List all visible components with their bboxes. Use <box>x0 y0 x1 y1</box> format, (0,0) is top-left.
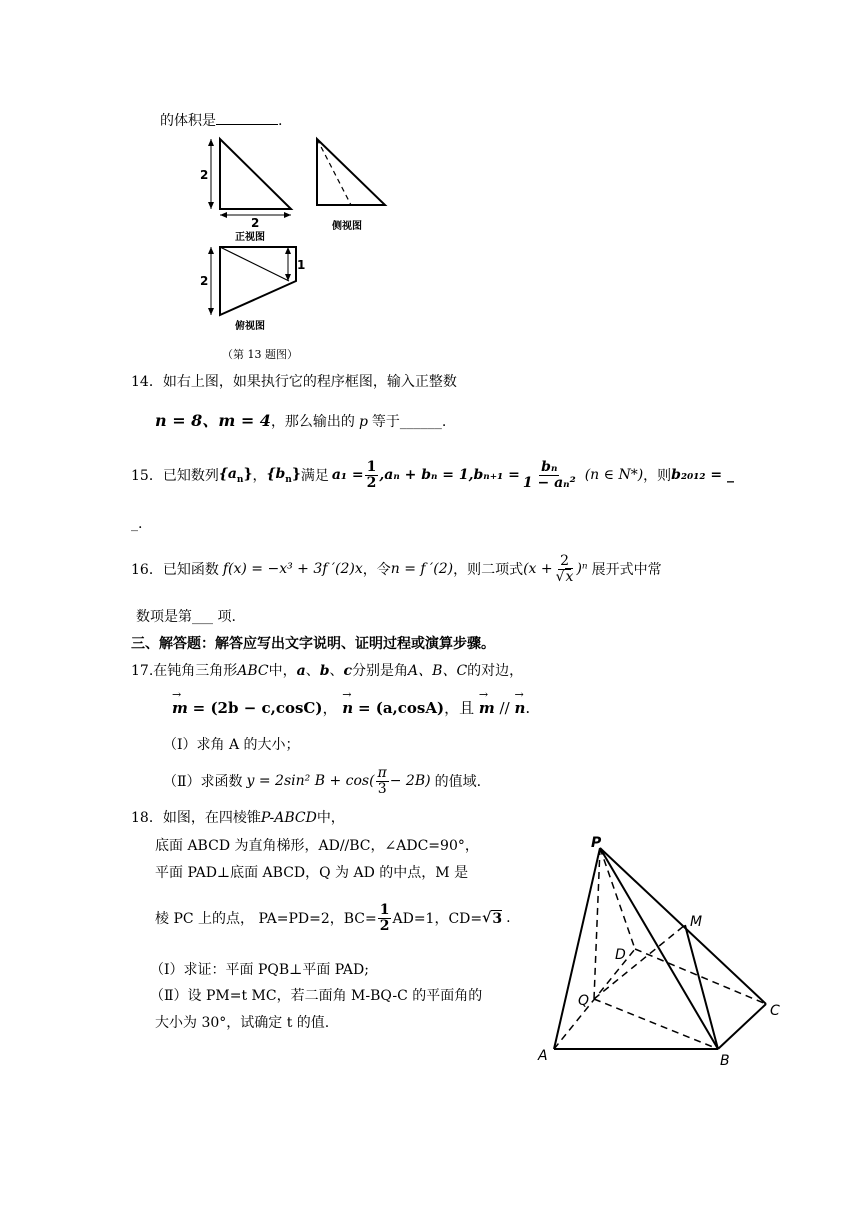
q15-recursion-fraction: $\frac{\text{bₙ}}{\text{1 − aₙ²}}$ <box>522 458 576 491</box>
edge-PC <box>600 848 766 1004</box>
answer-blank <box>216 124 278 125</box>
q15-half: $\frac{1}{2}$ <box>366 458 377 491</box>
vertex-M: M <box>690 914 703 930</box>
q16-line2: 数项是第___ 项. <box>136 609 236 625</box>
q18-line4: 棱 PC 上的点， PA=PD=2，BC= $\frac{1}{2}$ AD=1，CD= √ 3 . <box>155 901 511 934</box>
pyramid-figure <box>530 830 790 1075</box>
q16-line1: 16．已知函数 f(x) = −x³ + 3f ′(2)x ，令 n = f ′(2) ，则二项式 (x + $\frac{2}{√x}$ )ⁿ 展开式中常 <box>131 552 662 585</box>
q18-part1: （Ⅰ）求证：平面 PQB⊥平面 PAD; <box>150 962 369 978</box>
q15-line2: _. <box>131 516 143 532</box>
hidden-DC <box>635 949 766 1004</box>
hidden-QM <box>594 925 685 999</box>
q16-binom-fraction: $\frac{2}{√x}$ <box>555 552 574 585</box>
edge-PA <box>554 848 600 1049</box>
q17-line1: 17.在钝角三角形ABC中，a、b、c分别是角A、B、C的对边， <box>131 663 524 679</box>
q14-line2: n = 8、m = 4，那么输出的 p 等于______. <box>155 411 447 430</box>
q18-line3: 平面 PAD⊥底面 ABCD，Q 为 AD 的中点，M 是 <box>155 865 469 881</box>
q15-line1: 15． 已知数列 $\{a_n\}$ ， $\{b_n\}$ 满足 a₁ = $\frac{1}{2}$ ,aₙ + bₙ = 1,bₙ₊₁ = $\frac{\text{bₙ}}{\text{1 − aₙ²}}$ (n ∈ N*) ，则 b₂₀₁₂ = _ <box>131 458 734 491</box>
vertex-Q: Q <box>578 993 590 1009</box>
front-view-triangle <box>220 139 291 209</box>
q18-part2: （Ⅱ）设 PM=t MC，若二面角 M-BQ-C 的平面角的 <box>150 988 483 1004</box>
q17-part1: （Ⅰ）求角 A 的大小； <box>163 737 300 753</box>
q13-tail: 的体积是 . <box>160 113 283 129</box>
three-view-figure <box>195 133 405 333</box>
top-view-diagonal <box>220 247 289 281</box>
front-height-label: 2 <box>200 168 209 182</box>
vertex-P: P <box>591 835 602 851</box>
edge-BC <box>718 1004 766 1049</box>
q14-line1: 14．如右上图，如果执行它的程序框图，输入正整数 <box>131 374 457 390</box>
hidden-QB <box>594 999 718 1049</box>
figure-caption: （第 13 题图） <box>222 348 298 361</box>
top-height-label: 2 <box>200 274 209 288</box>
q17-pi-fraction: $\frac{\pi}{3}$ <box>377 764 387 797</box>
top-view-trapezoid <box>220 247 296 315</box>
vertex-C: C <box>770 1003 780 1019</box>
side-view-triangle <box>317 139 385 205</box>
vertex-D: D <box>615 947 626 963</box>
q17-vectors: → m = (2b − c,cosC)， → n = (a,cosA)，且 → m // → n. <box>172 697 530 718</box>
vertex-B: B <box>720 1053 730 1069</box>
q17-part2: （Ⅱ）求函数 y = 2sin² B + cos( $\frac{\pi}{3}$ − 2B) 的值域. <box>163 764 482 797</box>
q18-line1: 18．如图，在四棱锥P-ABCD中， <box>131 810 345 826</box>
front-view-label: 正视图 <box>235 232 265 243</box>
q18-part3: 大小为 30°，试确定 t 的值. <box>155 1015 330 1031</box>
q18-line2: 底面 ABCD 为直角梯形，AD//BC，∠ADC=90°， <box>155 838 479 854</box>
top-small-label: 1 <box>297 258 306 272</box>
vertex-A: A <box>538 1048 548 1064</box>
side-view-label: 侧视图 <box>332 221 362 232</box>
q18-half: $\frac{1}{2}$ <box>379 901 390 934</box>
top-view-label: 俯视图 <box>235 321 265 332</box>
front-width-label: 2 <box>251 216 260 230</box>
side-view-hidden-edge <box>317 139 351 205</box>
section-title: 三、解答题：解答应写出文字说明、证明过程或演算步骤。 <box>131 636 495 652</box>
